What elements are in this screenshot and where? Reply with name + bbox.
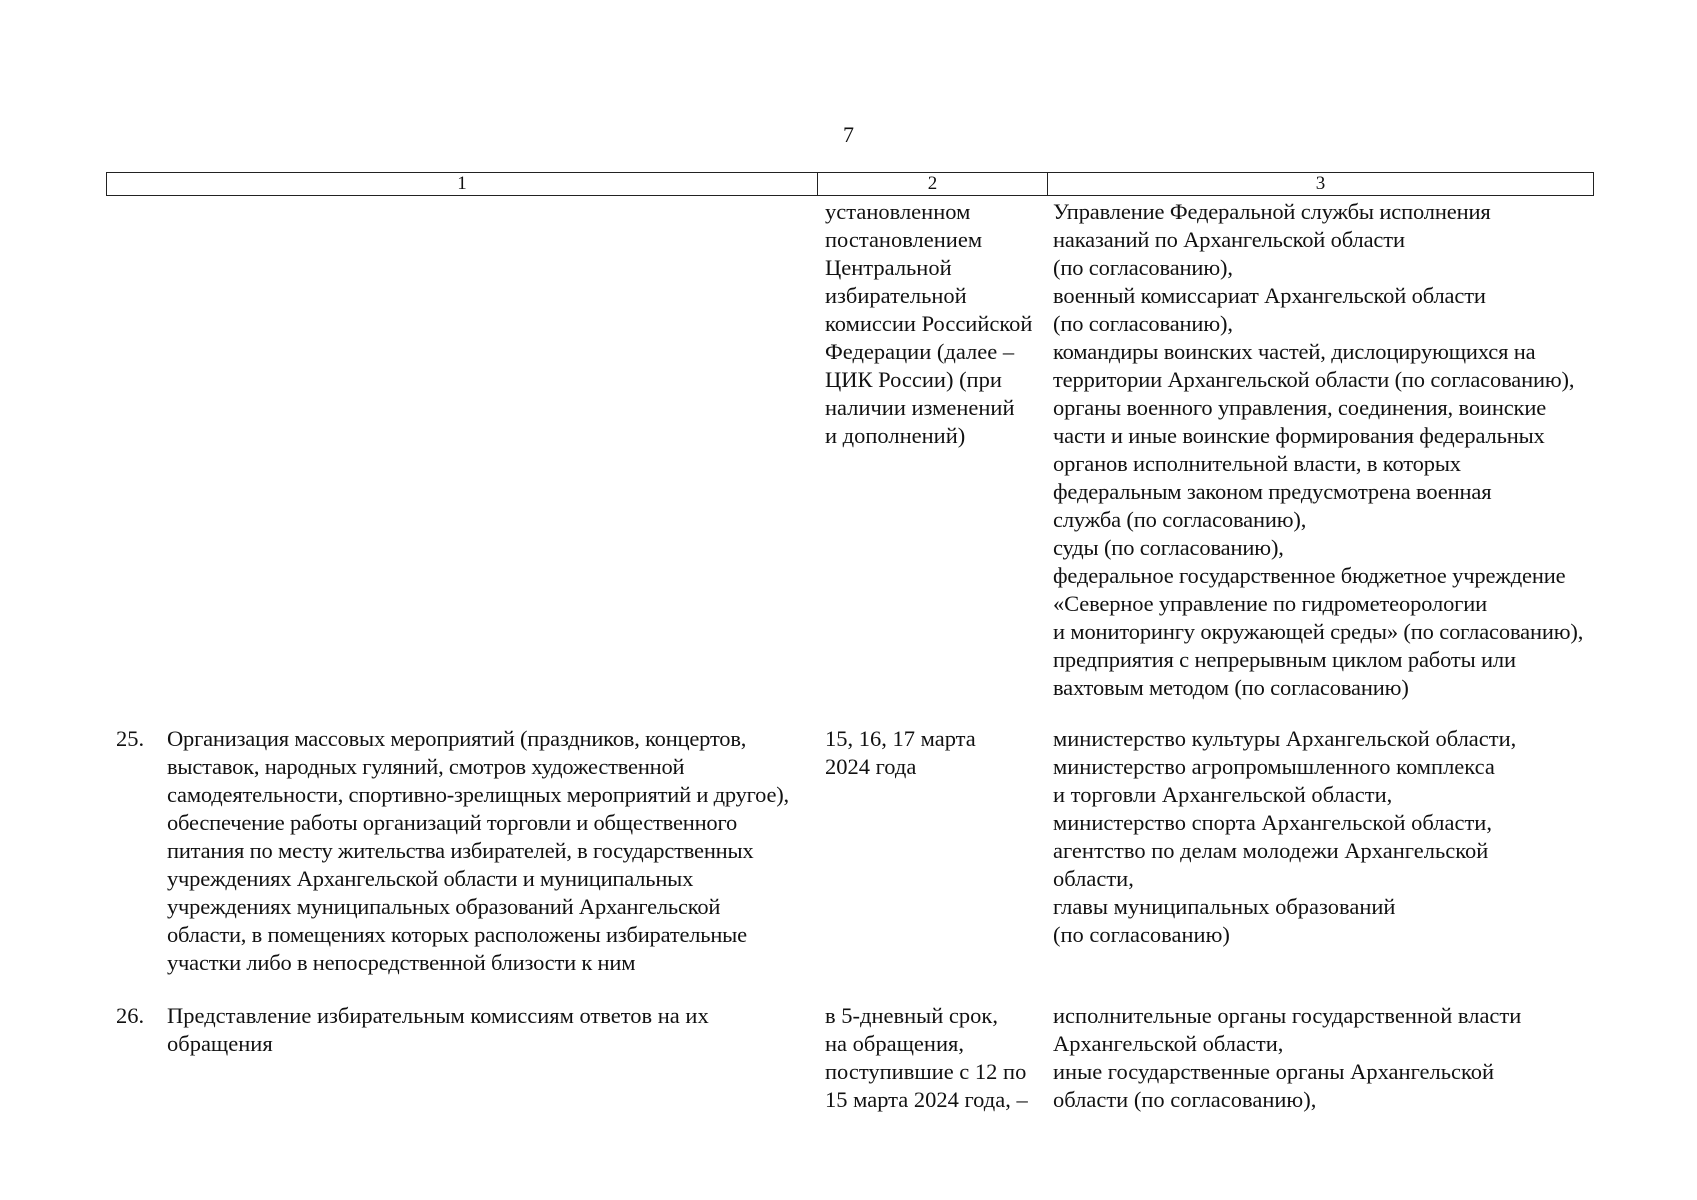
row-description: Представление избирательным комиссиям ответов на их обращения	[167, 1003, 709, 1056]
row-description: Организация массовых мероприятий (праздников, концертов, выставок, народных гуляний, смотров художественной самодеятельности, спортивно-зрелищных мероприятий и другое), обеспечение работы организаций торговли и общественного питания по месту жительства избирателей, в государственных учреждениях Архангельской области и муниципальных учреждениях муниципальных образований Архангельской области, в помещениях которых расположены избирательные участки либо в непосредственной близости к ним	[167, 726, 789, 975]
column-header-2: 2	[818, 173, 1048, 195]
row-deadline: 15, 16, 17 марта 2024 года	[825, 726, 976, 779]
row-responsible: исполнительные органы государственной власти Архангельской области, иные государственные органы Архангельской области (по согласованию),	[1053, 1003, 1522, 1112]
row-deadline: в 5-дневный срок, на обращения, поступившие с 12 по 15 марта 2024 года, –	[825, 1003, 1028, 1112]
row-deadline: установленном постановлением Центральной избирательной комиссии Российской Федерации (далее – ЦИК России) (при наличии изменений и дополнений)	[825, 199, 1033, 448]
row-responsible: министерство культуры Архангельской области, министерство агропромышленного комплекса и торговли Архангельской области, министерство спорта Архангельской области, агентство по делам молодежи Архангельской области, главы муниципальных образований (по согласованию)	[1053, 726, 1517, 947]
page-number: 7	[843, 122, 854, 147]
column-header-3: 3	[1315, 173, 1326, 194]
row-number: 25.	[116, 726, 145, 751]
column-header-1: 1	[107, 173, 818, 195]
table-header	[106, 172, 1594, 196]
row-number: 26.	[116, 1003, 145, 1028]
row-responsible: Управление Федеральной службы исполнения наказаний по Архангельской области (по согласованию), военный комиссариат Архангельской области (по согласованию), командиры воинских частей, дислоцирующихся на территории Архангельской области (по согласованию), органы военного управления, соединения, воинские части и иные воинские формирования федеральных органов исполнительной власти, в которых федеральным законом предусмотрена военная служба (по согласованию), суды (по согласованию), федеральное государственное бюджетное учреждение «Северное управление по гидрометеорологии и мониторингу окружающей среды» (по согласованию), предприятия с непрерывным циклом работы или вахтовым методом (по согласованию)	[1053, 199, 1584, 700]
